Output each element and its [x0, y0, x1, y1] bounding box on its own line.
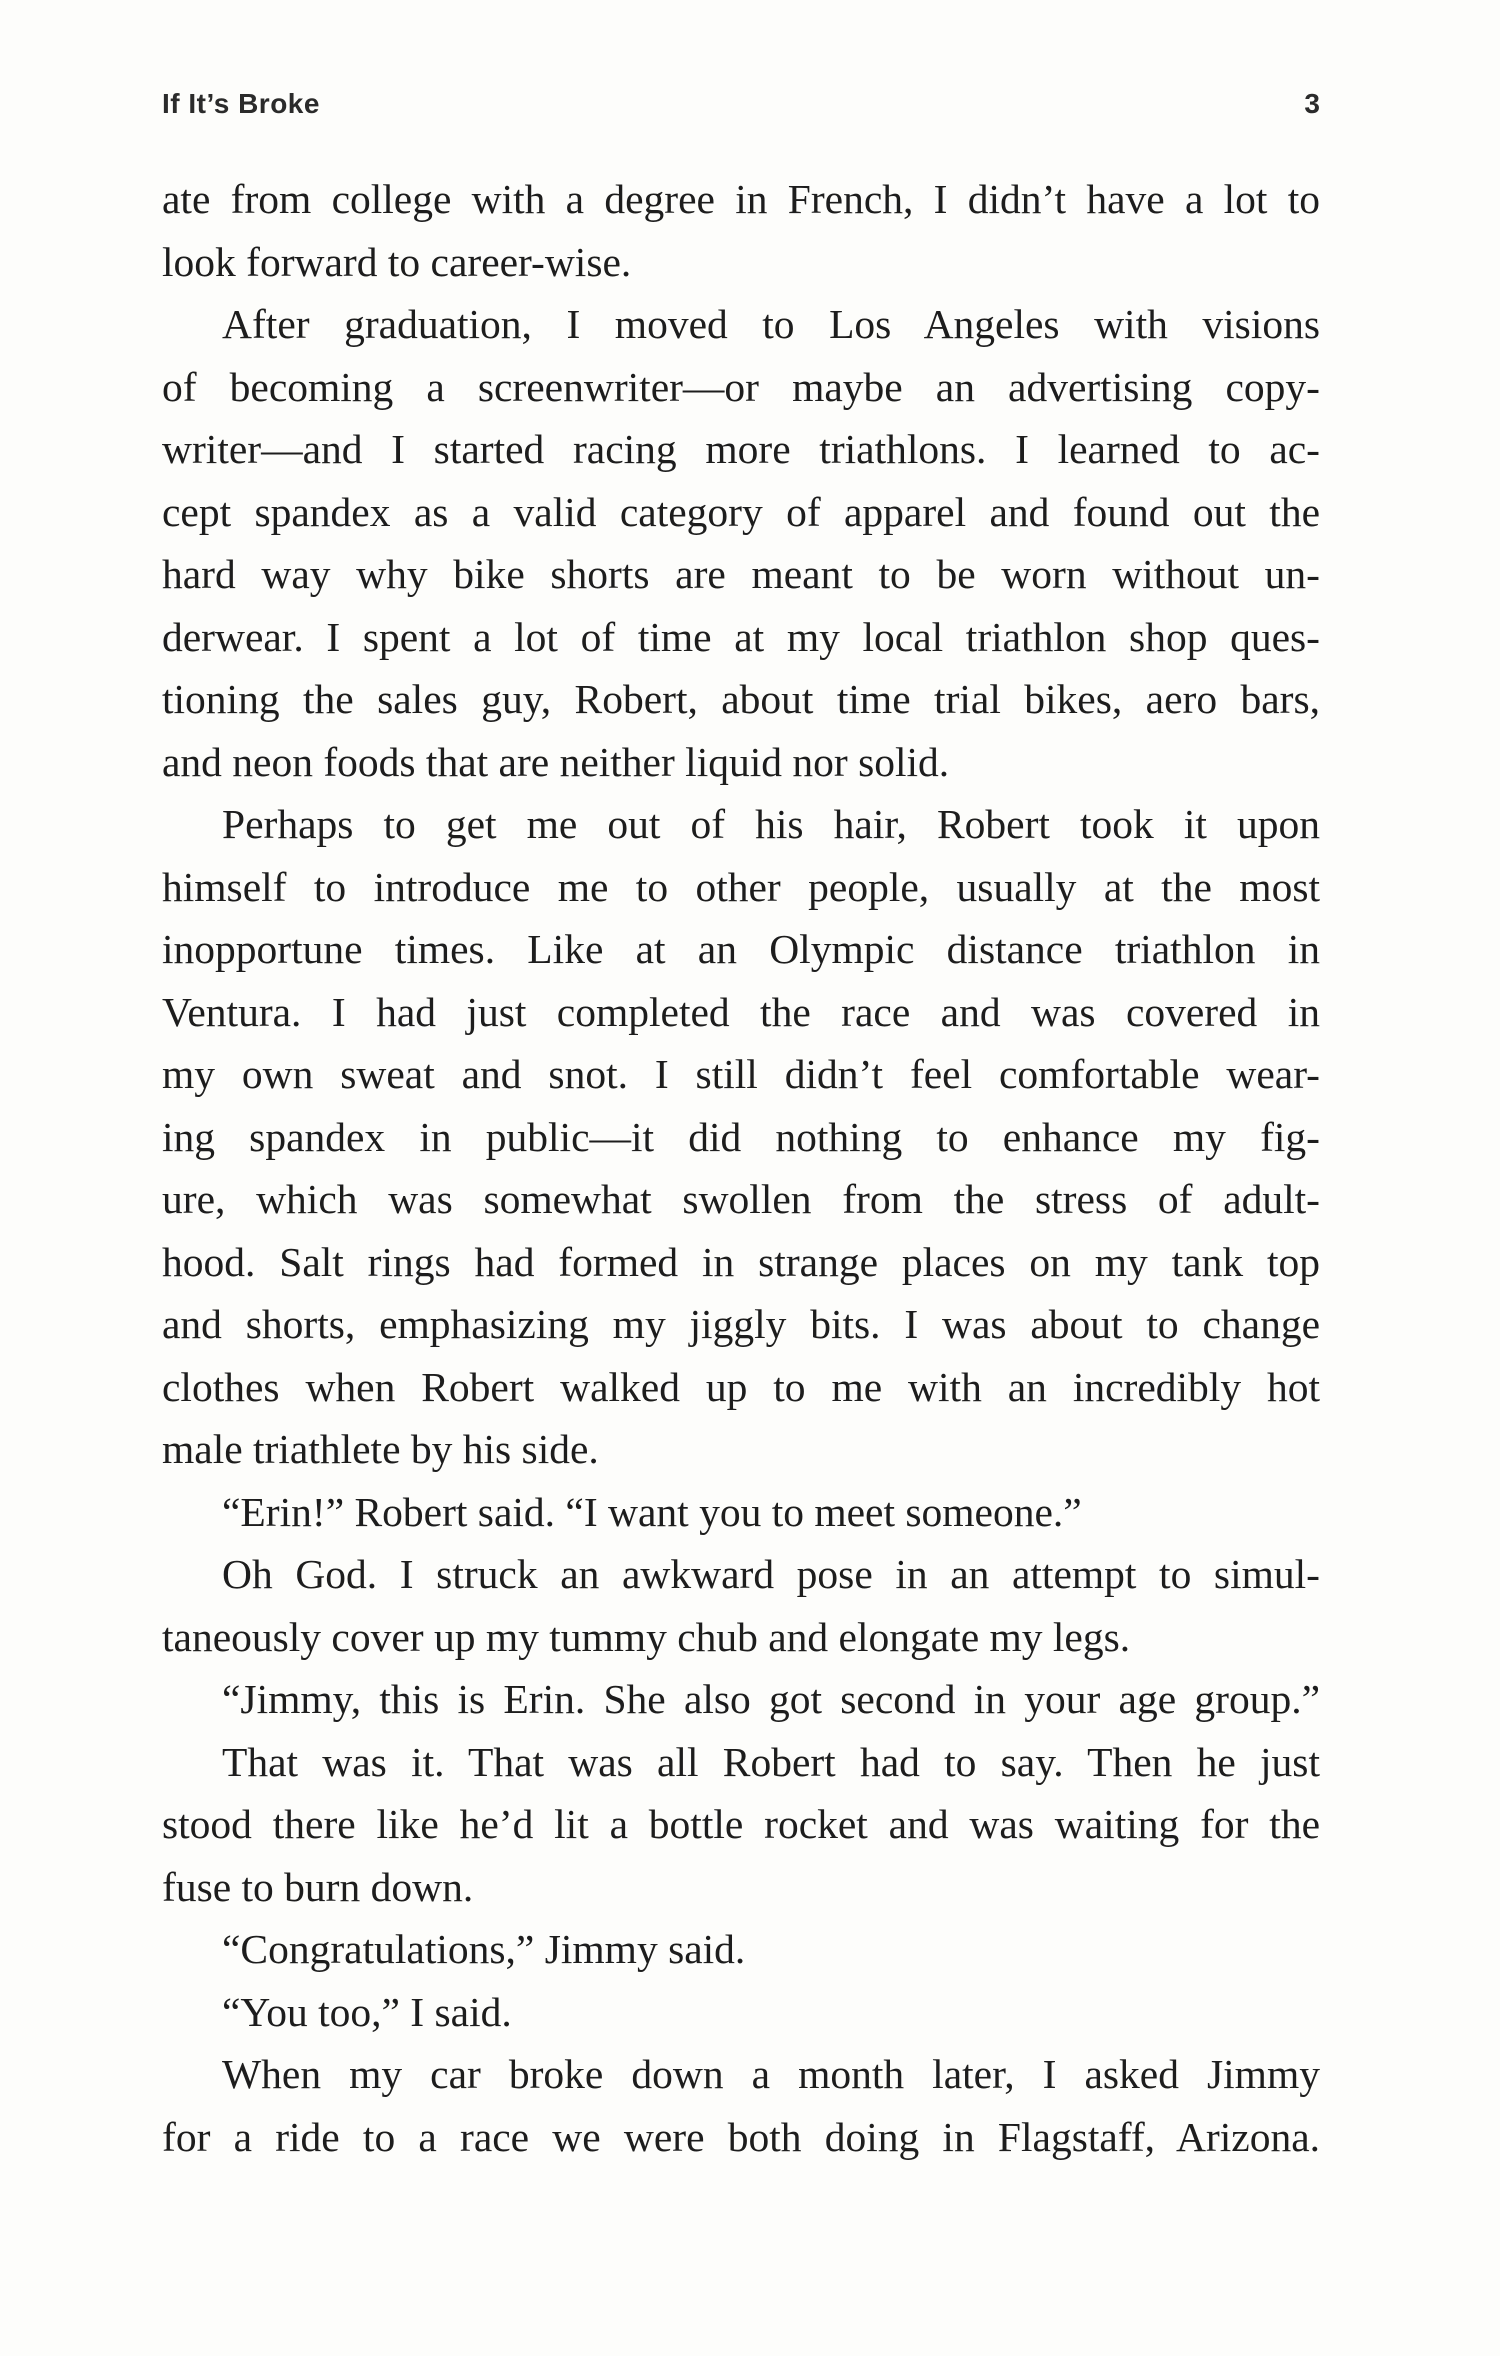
page-number: 3 [1304, 88, 1320, 119]
text-line: and neon foods that are neither liquid nor solid. [162, 738, 950, 785]
text-line: hood. Salt rings had formed in strange places on my tank top [162, 1238, 1320, 1285]
text-line: “Erin!” Robert said. “I want you to meet someone.” [222, 1488, 1082, 1535]
text-line: tioning the sales guy, Robert, about time trial bikes, aero bars, [162, 676, 1320, 722]
text-line: ing spandex in public—it did nothing to enhance my fig- [162, 1113, 1320, 1160]
text-line: derwear. I spent a lot of time at my local triathlon shop ques- [162, 613, 1320, 660]
text-line: “Congratulations,” Jimmy said. [222, 1926, 746, 1972]
text-line: After graduation, I moved to Los Angeles with visions [222, 301, 1320, 347]
text-line: Ventura. I had just completed the race and was covered in [162, 988, 1320, 1035]
body-text [162, 168, 1320, 2168]
text-line: hard way why bike shorts are meant to be worn without un- [162, 551, 1320, 597]
text-line: stood there like he’d lit a bottle rocket and was waiting for the [162, 1801, 1320, 1847]
text-line: cept spandex as a valid category of apparel and found out the [162, 488, 1320, 535]
text-line: fuse to burn down. [162, 1863, 474, 1910]
text-line: of becoming a screenwriter—or maybe an advertising copy- [162, 363, 1320, 410]
text-line: taneously cover up my tummy chub and elongate my legs. [162, 1613, 1131, 1660]
text-line: “You too,” I said. [222, 1988, 512, 2035]
text-line: male triathlete by his side. [162, 1426, 599, 1472]
text-line: That was it. That was all Robert had to say. Then he just [222, 1738, 1320, 1785]
text-line: clothes when Robert walked up to me with an incredibly hot [162, 1363, 1320, 1410]
text-line: himself to introduce me to other people, usually at the most [162, 863, 1320, 910]
text-line: ure, which was somewhat swollen from the stress of adult- [162, 1176, 1320, 1222]
text-line: inopportune times. Like at an Olympic distance triathlon in [162, 926, 1320, 972]
running-title: If It’s Broke [162, 88, 320, 119]
text-line: and shorts, emphasizing my jiggly bits. I was about to change [162, 1301, 1320, 1347]
text-line: ate from college with a degree in French, I didn’t have a lot to [162, 176, 1320, 222]
text-line: When my car broke down a month later, I asked Jimmy [222, 2051, 1320, 2097]
text-line: Oh God. I struck an awkward pose in an attempt to simul- [222, 1551, 1320, 1597]
text-line: writer—and I started racing more triathlons. I learned to ac- [162, 426, 1320, 472]
text-line: for a ride to a race we were both doing in Flagstaff, Arizona. [162, 2113, 1320, 2160]
text-line: “Jimmy, this is Erin. She also got second in your age group.” [222, 1676, 1320, 1722]
text-line: Perhaps to get me out of his hair, Robert took it upon [222, 801, 1320, 847]
text-line: look forward to career-wise. [162, 238, 632, 285]
text-line: my own sweat and snot. I still didn’t feel comfortable wear- [162, 1051, 1320, 1097]
running-header [162, 88, 1320, 128]
